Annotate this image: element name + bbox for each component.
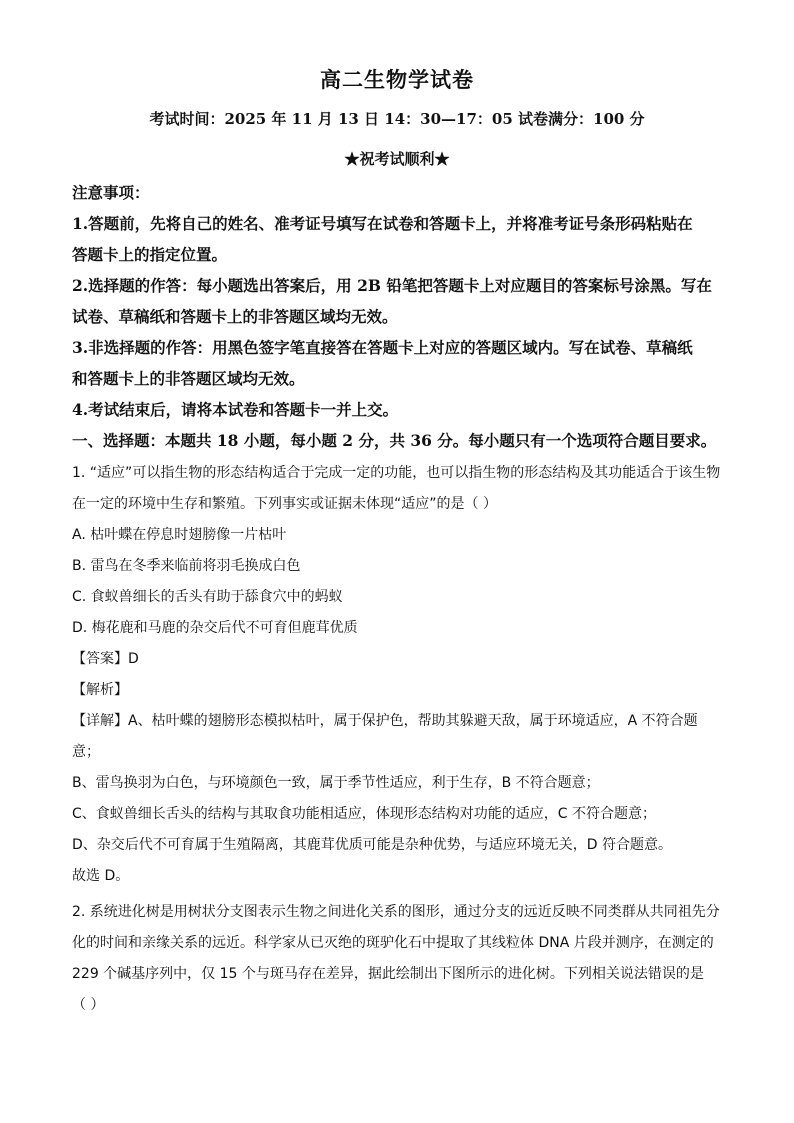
notes-line: 4.考试结束后，请将本试卷和答题卡一并上交。	[72, 400, 399, 419]
analysis-label: 【解析】	[72, 682, 128, 698]
question-1	[72, 458, 728, 892]
notes-line: 1.答题前，先将自己的姓名、准考证号填写在试卷和答题卡上，并将准考证号条形码粘贴在	[72, 214, 693, 233]
notes-line: 答题卡上的指定位置。	[72, 245, 228, 264]
question-stem: 2. 系统进化树是用树状分支图表示生物之间进化关系的图形，通过分支的远近反映不同类群从共同祖先分	[72, 904, 720, 920]
question-stem: 化的时间和亲缘关系的远近。科学家从已灭绝的斑驴化石中提取了其线粒体 DNA 片段并测序，在测定的	[72, 935, 714, 951]
detail-line: 【详解】A、枯叶蝶的翅膀形态模拟枯叶，属于保护色，帮助其躲避天敌，属于环境适应，A 不符合题	[72, 713, 698, 729]
section-heading: 一、选择题：本题共 18 小题，每小题 2 分，共 36 分。每小题只有一个选项符合题目要求。	[72, 431, 717, 450]
option-a: A. 枯叶蝶在停息时翅膀像一片枯叶	[72, 527, 287, 543]
notes-line: 3.非选择题的作答：用黑色签字笔直接答在答题卡上对应的答题区域内。写在试卷、草稿纸	[72, 338, 693, 357]
question-stem: 在一定的环境中生存和繁殖。下列事实或证据未体现“适应”的是（ ）	[72, 496, 497, 512]
question-2	[72, 897, 728, 1021]
detail-line: 意；	[72, 744, 100, 760]
answer-label: 【答案】D	[72, 651, 139, 667]
detail-line: 故选 D。	[72, 868, 130, 884]
option-c: C. 食蚁兽细长的舌头有助于舔食穴中的蚂蚁	[72, 589, 343, 605]
notes-heading: 注意事项：	[72, 183, 150, 202]
question-stem: 229 个碱基序列中，仅 15 个与斑马存在差异，据此绘制出下图所示的进化树。下列相关说法错误的是	[72, 966, 704, 982]
question-stem: 1. “适应”可以指生物的形态结构适合于完成一定的功能，也可以指生物的形态结构及其功能适合于该生物	[72, 465, 721, 481]
option-b: B. 雷鸟在冬季来临前将羽毛换成白色	[72, 558, 301, 574]
notes-section	[72, 177, 728, 456]
question-stem: （ ）	[72, 997, 105, 1013]
notes-line: 2.选择题的作答：每小题选出答案后，用 2B 铅笔把答题卡上对应题目的答案标号涂黑。写在	[72, 276, 712, 295]
detail-line: B、雷鸟换羽为白色，与环境颜色一致，属于季节性适应，利于生存，B 不符合题意；	[72, 775, 600, 791]
detail-line: D、杂交后代不可育属于生殖隔离，其鹿茸优质可能是杂种优势，与适应环境无关，D 符合题意。	[72, 837, 673, 853]
notes-line: 和答题卡上的非答题区域均无效。	[72, 369, 305, 388]
notes-line: 试卷、草稿纸和答题卡上的非答题区域均无效。	[72, 307, 398, 326]
option-d: D. 梅花鹿和马鹿的杂交后代不可育但鹿茸优质	[72, 620, 358, 636]
good-luck-line: ★祝考试顺利★	[344, 150, 450, 168]
exam-title: 高二生物学试卷	[320, 67, 474, 92]
detail-line: C、食蚁兽细长舌头的结构与其取食功能相适应，体现形态结构对功能的适应，C 不符合题意；	[72, 806, 656, 822]
exam-info: 考试时间：2025 年 11 月 13 日 14：30—17：05 试卷满分：100 分	[149, 110, 645, 128]
